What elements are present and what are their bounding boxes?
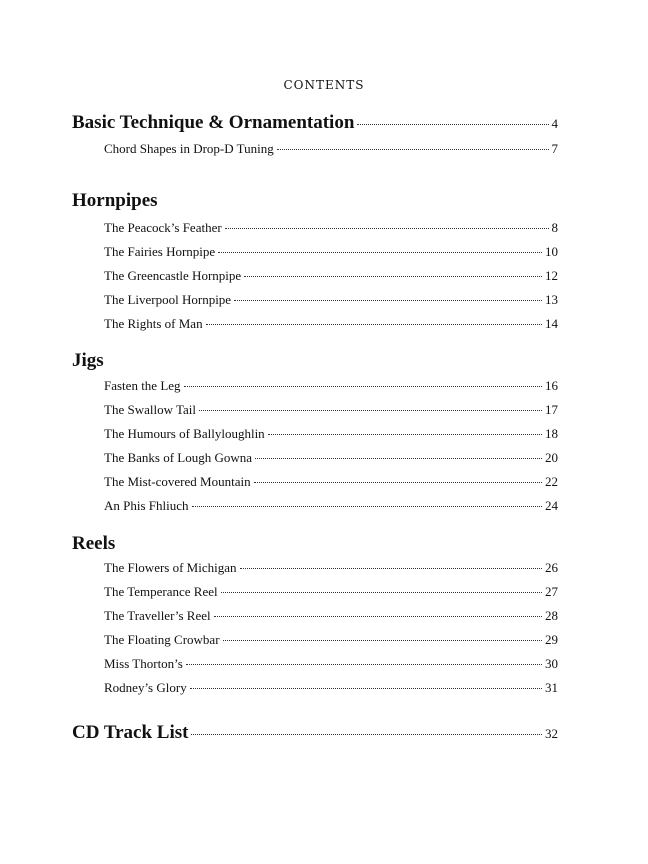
dot-leader [191,734,542,735]
toc-entry-label: The Temperance Reel [104,584,218,599]
toc-page-number: 4 [551,116,558,131]
dot-leader [277,149,549,150]
toc-entry[interactable] [104,402,558,418]
dot-leader [214,616,542,617]
toc-entry[interactable] [104,426,558,442]
toc-entry[interactable] [104,632,558,648]
toc-entry[interactable] [104,560,558,576]
toc-entry-label: Chord Shapes in Drop-D Tuning [104,141,274,156]
toc-page-number: 26 [545,560,558,575]
toc-entry-label: Fasten the Leg [104,378,181,393]
toc-entry[interactable] [104,680,558,696]
toc-entry[interactable] [104,141,558,157]
toc-entry-label: The Fairies Hornpipe [104,244,216,259]
toc-entry[interactable] [104,378,558,394]
dot-leader [240,568,542,569]
toc-page-number: 7 [551,141,558,156]
toc-entry[interactable] [104,450,558,466]
toc-entry[interactable] [104,244,558,260]
toc-entry-label: The Banks of Lough Gowna [104,450,253,465]
toc-major-entry[interactable] [72,112,558,134]
toc-page-number: 24 [545,498,558,513]
toc-entry-label: CD Track List [72,722,189,743]
toc-entry[interactable] [104,292,558,308]
toc-page-number: 20 [545,450,558,465]
toc-page-number: 30 [545,656,558,671]
dot-leader [221,592,542,593]
toc-entry-label: The Greencastle Hornpipe [104,268,242,283]
toc-entry-label: The Liverpool Hornpipe [104,292,232,307]
toc-entry-label: The Flowers of Michigan [104,560,237,575]
dot-leader [190,688,542,689]
toc-entry[interactable] [104,656,558,672]
section-heading-hornpipes: Hornpipes [72,190,158,211]
toc-entry[interactable] [104,474,558,490]
toc-entry[interactable] [104,498,558,514]
dot-leader [218,252,542,253]
toc-entry[interactable] [104,316,558,332]
dot-leader [199,410,542,411]
toc-page-number: 28 [545,608,558,623]
toc-entry-label: Rodney’s Glory [104,680,187,695]
dot-leader [234,300,542,301]
toc-page-number: 14 [545,316,558,331]
toc-entry-label: An Phis Fhliuch [104,498,189,513]
toc-entry[interactable] [104,584,558,600]
toc-entry-label: The Humours of Ballyloughlin [104,426,265,441]
toc-entry[interactable] [104,220,558,236]
toc-page-number: 18 [545,426,558,441]
dot-leader [206,324,542,325]
toc-entry-label: The Peacock’s Feather [104,220,222,235]
page-title: contents [283,74,365,94]
toc-page-number: 17 [545,402,558,417]
dot-leader [223,640,542,641]
dot-leader [186,664,542,665]
toc-entry-label: The Mist-covered Mountain [104,474,251,489]
dot-leader [268,434,542,435]
toc-entry[interactable] [104,268,558,284]
section-heading-jigs: Jigs [72,350,104,371]
dot-leader [255,458,542,459]
section-heading-reels: Reels [72,533,116,554]
toc-entry-label: Basic Technique & Ornamentation [72,112,355,133]
toc-page-number: 27 [545,584,558,599]
dot-leader [192,506,542,507]
dot-leader [184,386,542,387]
toc-page-number: 10 [545,244,558,259]
toc-entry-label: The Traveller’s Reel [104,608,211,623]
toc-page-number: 16 [545,378,558,393]
toc-page-number: 29 [545,632,558,647]
toc-page-number: 22 [545,474,558,489]
toc-page-number: 31 [545,680,558,695]
toc-entry-label: The Swallow Tail [104,402,197,417]
toc-page-number: 8 [551,220,558,235]
toc-page-number: 13 [545,292,558,307]
toc-entry-label: The Floating Crowbar [104,632,220,647]
toc-major-entry[interactable] [72,722,558,744]
dot-leader [225,228,549,229]
toc-page-number: 32 [545,726,558,741]
dot-leader [357,124,548,125]
dot-leader [244,276,542,277]
toc-entry[interactable] [104,608,558,624]
toc-entry-label: Miss Thorton’s [104,656,183,671]
toc-page-number: 12 [545,268,558,283]
toc-entry-label: The Rights of Man [104,316,203,331]
dot-leader [254,482,542,483]
